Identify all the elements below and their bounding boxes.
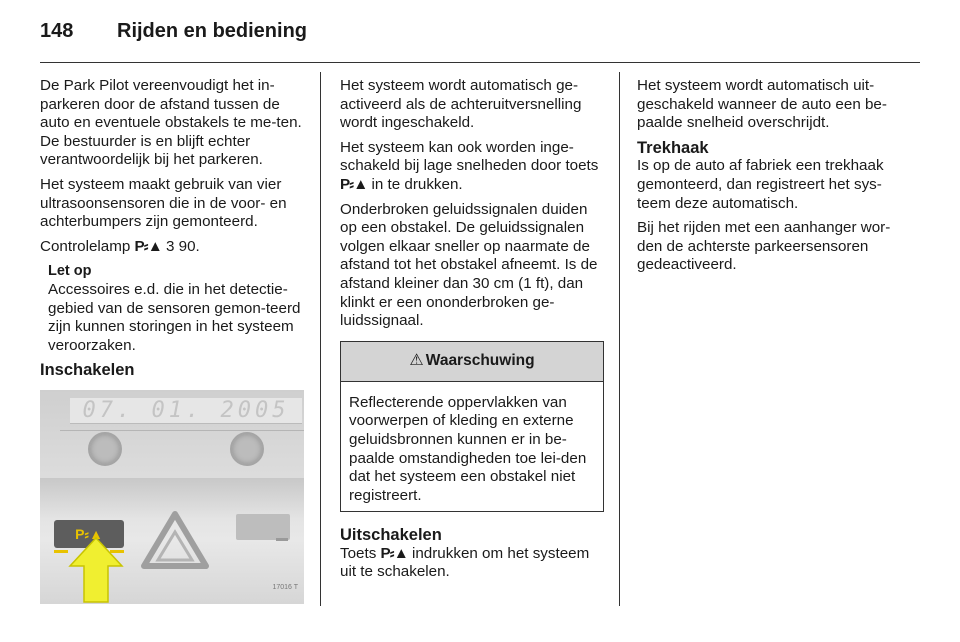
section-heading-inschakelen: Inschakelen	[40, 361, 135, 380]
section-heading-trekhaak: Trekhaak	[637, 138, 709, 157]
deactivate-paragraph: Toets P⸗▲ indrukken om het systeem uit te schakelen.	[340, 544, 590, 581]
park-pilot-button: P⸗▲	[54, 520, 124, 548]
warning-icon: ⚠	[409, 351, 424, 369]
hazard-triangle-icon	[140, 510, 210, 570]
header-rule	[40, 62, 920, 63]
page-reference: 3 90.	[161, 237, 200, 255]
dashboard-photo	[40, 390, 304, 604]
trailer-paragraph: Bij het rijden met een aanhanger wor-den de achterste parkeersensoren gedeactiveerd.	[637, 219, 891, 274]
page-header	[40, 20, 307, 50]
page-number: 148	[40, 20, 74, 42]
right-button	[236, 514, 290, 540]
section-heading-uitschakelen: Uitschakelen	[340, 526, 442, 545]
panel-line	[60, 430, 304, 431]
right-button-dash	[276, 538, 288, 541]
note-text: Accessoires e.d. die in het detectie-gebied van de sensoren gemon-teerd zijn kunnen storingen in het systeem veroorzaken.	[48, 280, 301, 354]
manual-activate-paragraph: Het systeem kan ook worden inge-schakeld bij lage snelheden door toets P⸗▲ in te drukken.	[340, 138, 599, 193]
column-divider-1	[320, 72, 321, 606]
arrow-up-icon	[68, 536, 124, 604]
park-pilot-icon: P⸗▲	[340, 175, 368, 193]
knob-left	[88, 432, 122, 466]
park-pilot-icon: P⸗▲	[380, 544, 408, 562]
intro-paragraph: De Park Pilot vereenvoudigt het in-parkeren door de afstand tussen de auto en eventuele obstakels te me-ten. De bestuurder is en blijft echter verantwoordelijk bij het parkeren.	[40, 77, 302, 169]
column-2	[340, 77, 605, 588]
sensors-paragraph: Het systeem maakt gebruik van vier ultrasoonsensoren die in de voor- en achterbumpers zijn gemonteerd.	[40, 175, 287, 231]
note-block	[40, 262, 305, 355]
signals-paragraph: Onderbroken geluidssignalen duiden op een obstakel. De geluidssignalen volgen elkaar sneller op naarmate de afstand tot het obstakel afneemt. Is de afstand kleiner dan 30 cm (1 ft), dan klinkt er een ononderbroken ge-luidssignaal.	[340, 200, 598, 330]
warning-header	[341, 342, 603, 382]
chapter-title: Rijden en bediening	[117, 20, 308, 42]
button-dash-left	[54, 550, 68, 553]
warning-text: Reflecterende oppervlakken van voorwerpen of kleding en externe geluidsbronnen kunnen er in be-paalde omstandigheden toe lei-den dat het systeem een obstakel niet registreert.	[349, 393, 587, 504]
park-pilot-icon: P⸗▲	[134, 237, 162, 255]
auto-deactivate-paragraph: Het systeem wordt automatisch uit-geschakeld wanneer de auto een be-paalde snelheid overschrijdt.	[637, 77, 887, 132]
warning-title: Waarschuwing	[425, 351, 535, 369]
indicator-paragraph: Controlelamp P⸗▲ 3 90.	[40, 237, 200, 255]
photo-code: 17016 T	[272, 584, 298, 592]
towbar-paragraph: Is op de auto af fabriek een trekhaak gemonteerd, dan registreert het sys-teem deze automatisch.	[637, 157, 884, 212]
knob-right	[230, 432, 264, 466]
note-title: Let op	[48, 263, 92, 280]
column-3	[637, 77, 907, 281]
column-divider-2	[619, 72, 620, 606]
warning-box	[340, 341, 604, 513]
auto-activate-paragraph: Het systeem wordt automatisch ge-activeerd als de achteruitversnelling wordt ingeschakeld.	[340, 77, 582, 132]
lcd-display: 07. 01. 2005	[70, 398, 302, 424]
column-1	[40, 77, 305, 604]
